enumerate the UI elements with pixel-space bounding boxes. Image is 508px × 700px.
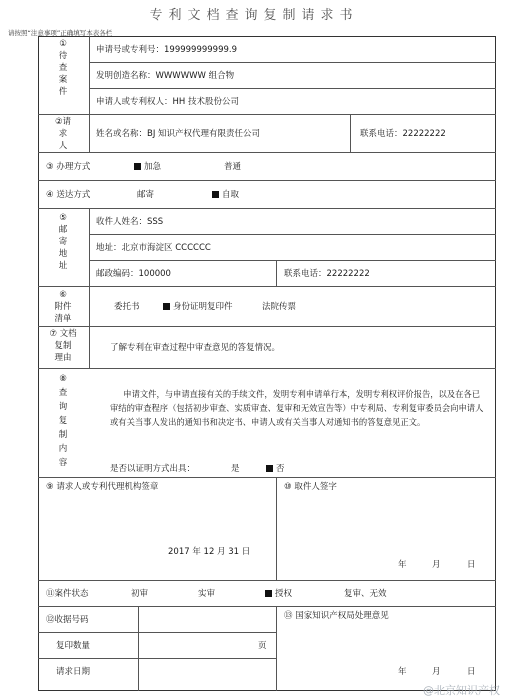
status-granted[interactable]: 授权 — [265, 589, 292, 600]
divider — [38, 658, 276, 659]
divider — [89, 260, 496, 261]
receipt-number-label: ⑫收据号码 — [46, 615, 89, 625]
office-day: 日 — [467, 667, 476, 677]
invention-name-field[interactable]: 发明创造名称：WWWWWW 组合物 — [96, 71, 235, 81]
request-date-label: 请求日期 — [56, 667, 91, 677]
divider — [350, 114, 351, 152]
attachment-id-copy[interactable]: 身份证明复印件 — [163, 302, 233, 313]
pickup-signature-label: ⑩ 取件人签字 — [284, 482, 337, 492]
proof-method-label: 是否以证明方式出具： — [110, 464, 196, 474]
recipient-name-field[interactable]: 收件人姓名：SSS — [96, 217, 164, 227]
application-number-field[interactable]: 申请号或专利号：199999999999.9 — [96, 45, 238, 55]
divider — [89, 234, 496, 235]
divider — [276, 606, 277, 691]
delivery-method-label: ④ 送达方式 — [46, 190, 91, 200]
divider — [138, 606, 139, 691]
address-field[interactable]: 地址：北京市海淀区 CCCCCC — [96, 243, 211, 253]
checked-box-icon — [266, 465, 273, 472]
proof-no-option[interactable]: 否 — [266, 464, 285, 475]
status-substantive[interactable]: 实审 — [198, 589, 216, 599]
document-title: 专利文档查询复制请求书 — [149, 8, 359, 23]
section7-label: ⑦ 文档 复制 理由 — [49, 329, 77, 363]
checked-box-icon — [265, 590, 272, 597]
checked-box-icon — [212, 191, 219, 198]
divider — [38, 326, 496, 327]
requester-phone-field[interactable]: 联系电话：22222222 — [360, 129, 446, 139]
divider — [276, 477, 277, 580]
pickup-year: 年 — [398, 560, 407, 570]
divider — [38, 368, 496, 369]
section6-label: ⑥ 附件 清单 — [54, 290, 72, 324]
mail-phone-field[interactable]: 联系电话：22222222 — [284, 269, 370, 279]
section2-label: ②请 求 人 — [54, 117, 72, 151]
pickup-day: 日 — [467, 560, 476, 570]
applicant-field[interactable]: 申请人或专利权人：HH 技术股份公司 — [96, 97, 239, 107]
section5-label: ⑤ 邮 寄 地 址 — [58, 213, 68, 271]
divider — [89, 88, 496, 89]
section1-label: ① 待 查 案 件 — [58, 39, 68, 97]
divider — [89, 36, 90, 152]
requester-seal-label: ⑨ 请求人或专利代理机构签章 — [46, 482, 159, 492]
case-status-label: ⑪案件状态 — [46, 589, 89, 599]
divider — [38, 180, 496, 181]
divider — [38, 632, 276, 633]
checked-box-icon — [134, 163, 141, 170]
seal-date: 2017 年 12 月 31 日 — [168, 547, 251, 557]
instruction-note: 请按照“注意事项”正确填写本表各栏 — [8, 29, 113, 37]
divider — [38, 152, 496, 153]
option-pickup[interactable]: 自取 — [212, 190, 239, 201]
office-year: 年 — [398, 667, 407, 677]
requester-name-field[interactable]: 姓名或名称：BJ 知识产权代理有限责任公司 — [96, 129, 261, 139]
status-reexam-invalid[interactable]: 复审、无效 — [344, 589, 387, 599]
divider — [89, 208, 90, 368]
divider — [38, 477, 496, 478]
attachment-court-summons[interactable]: 法院传票 — [262, 302, 297, 312]
pickup-month: 月 — [432, 560, 441, 570]
handling-method-label: ③ 办理方式 — [46, 162, 91, 172]
checked-box-icon — [163, 303, 170, 310]
office-month: 月 — [432, 667, 441, 677]
divider — [276, 260, 277, 286]
status-preliminary[interactable]: 初审 — [131, 589, 149, 599]
attachment-power-of-attorney[interactable]: 委托书 — [114, 302, 140, 312]
query-content-text[interactable]: 申请文件，与申请直接有关的手续文件，发明专利申请单行本，发明专利权评价报告，以及在各已审结的审查程序（包括初步审查、实质审查、复审和无效宣告等）中专利局、专利复审委员会向申请人或有关当事人发出的通知书和决定书、申请人或有关当事人对通知书的答复意见正文。 — [110, 389, 484, 427]
option-normal[interactable]: 普通 — [224, 162, 242, 172]
office-opinion-label: ⑬ 国家知识产权局处理意见 — [284, 611, 389, 621]
divider — [89, 62, 496, 63]
pages-unit: 页 — [258, 641, 267, 651]
divider — [38, 286, 496, 287]
divider — [38, 606, 496, 607]
option-urgent[interactable]: 加急 — [134, 162, 161, 173]
divider — [38, 114, 496, 115]
divider — [38, 208, 496, 209]
option-mail[interactable]: 邮寄 — [137, 190, 155, 200]
postcode-field[interactable]: 邮政编码：100000 — [96, 269, 171, 279]
proof-yes-option[interactable]: 是 — [231, 464, 240, 474]
section8-label: ⑧ 查 询 复 制 内 容 — [58, 374, 68, 468]
watermark: @北京知识产权 — [423, 684, 500, 697]
divider — [38, 580, 496, 581]
copy-reason-field[interactable]: 了解专利在审查过程中审查意见的答复情况。 — [110, 343, 281, 353]
copy-quantity-label: 复印数量 — [56, 641, 91, 651]
